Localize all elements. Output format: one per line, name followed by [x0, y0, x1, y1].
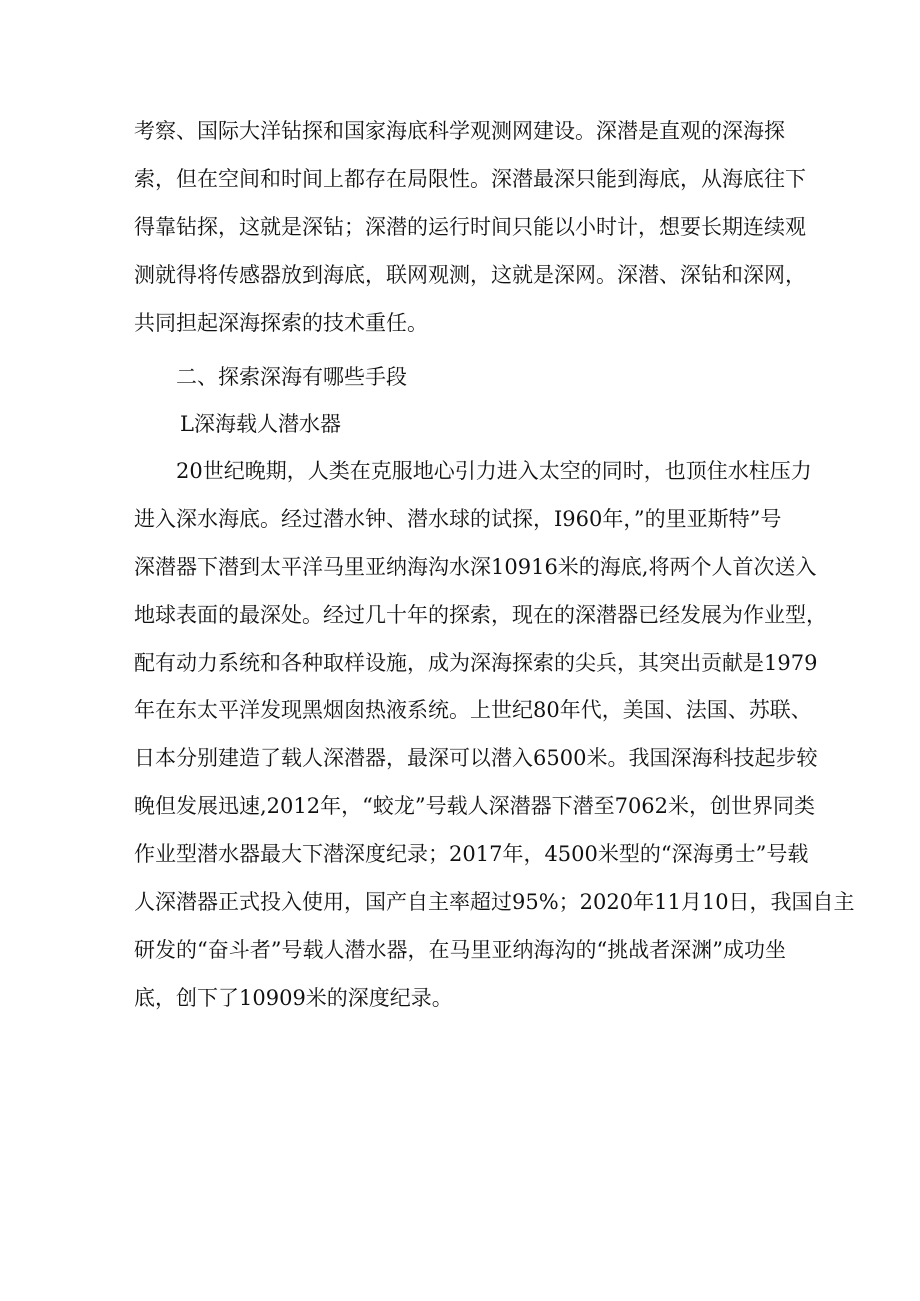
- text-line: 日本分别建造了载人深潜器，最深可以潜入6500米。我国深海科技起步较: [134, 746, 818, 770]
- text-line: 共同担起深海探索的技术重任。: [134, 311, 428, 335]
- text-line: 底，创下了10909米的深度纪录。: [134, 986, 453, 1010]
- text-line: 晚但发展迅速,2012年，“蛟龙”号载人深潜器下潜至7062米，创世界同类: [134, 794, 816, 818]
- text-line: 人深潜器正式投入使用，国产自主率超过95%；2020年11月10日，我国自主: [134, 890, 855, 914]
- section-heading: 二、探索深海有哪些手段: [176, 365, 407, 389]
- text-line: 配有动力系统和各种取样设施，成为深海探索的尖兵，其突出贡献是1979: [134, 651, 818, 675]
- text-line: 测就得将传感器放到海底，联网观测，这就是深网。深潜、深钻和深网，: [134, 263, 806, 287]
- text-line: 考察、国际大洋钻探和国家海底科学观测网建设。深潜是直观的深海探: [134, 119, 785, 143]
- subsection-heading: L深海载人潜水器: [180, 412, 341, 436]
- text-line: 深潜器下潜到太平洋马里亚纳海沟水深10916米的海底,将两个人首次送入: [134, 555, 817, 579]
- text-line: 年在东太平洋发现黑烟囱热液系统。上世纪80年代，美国、法国、苏联、: [134, 698, 812, 722]
- text-line: 20世纪晚期，人类在克服地心引力进入太空的同时，也顶住水柱压力: [176, 459, 812, 483]
- text-line: 作业型潜水器最大下潜深度纪录；2017年，4500米型的“深海勇士”号载: [134, 842, 809, 866]
- text-line: 进入深水海底。经过潜水钟、潜水球的试探，I960年，”的里亚斯特”号: [134, 507, 782, 531]
- text-line: 研发的“奋斗者”号载人潜水器，在马里亚纳海沟的“挑战者深渊”成功坐: [134, 938, 786, 962]
- text-line: 得靠钻探，这就是深钻；深潜的运行时间只能以小时计，想要长期连续观: [134, 215, 806, 239]
- text-line: 索，但在空间和时间上都存在局限性。深潜最深只能到海底，从海底往下: [134, 167, 806, 191]
- text-line: 地球表面的最深处。经过几十年的探索，现在的深潜器已经发展为作业型，: [134, 603, 827, 627]
